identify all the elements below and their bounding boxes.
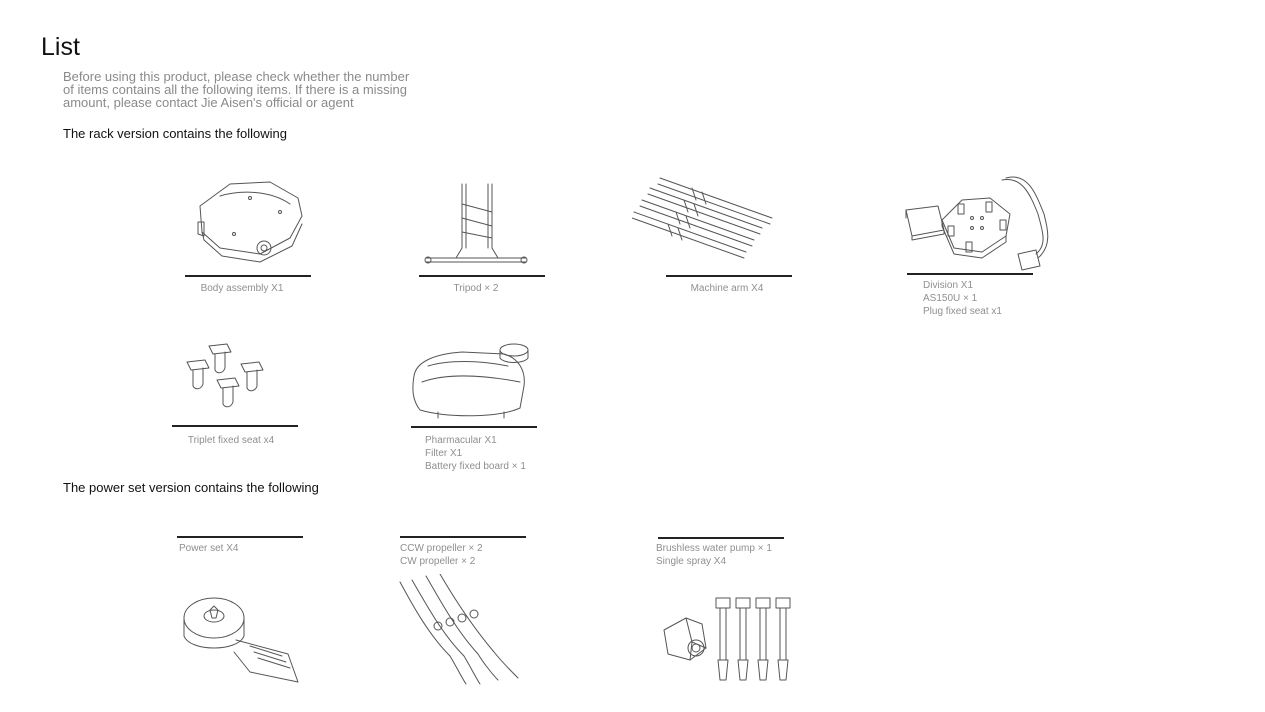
item-caption-tripod: Tripod × 2 bbox=[453, 283, 499, 294]
tripod-drawing bbox=[420, 178, 532, 268]
item-divider bbox=[177, 536, 303, 538]
intro-line: amount, please contact Jie Aisen's official or agent bbox=[63, 95, 354, 110]
power-section-heading: The power set version contains the following bbox=[63, 480, 319, 495]
item-caption-machine-arm: Machine arm X4 bbox=[690, 283, 764, 294]
item-divider bbox=[185, 275, 311, 277]
rack-section-heading: The rack version contains the following bbox=[63, 126, 288, 141]
item-divider bbox=[658, 537, 784, 539]
item-divider bbox=[666, 275, 792, 277]
propeller-drawing bbox=[398, 574, 532, 686]
item-divider bbox=[907, 273, 1033, 275]
item-divider bbox=[419, 275, 545, 277]
division-plug-seat-drawing bbox=[902, 174, 1052, 274]
pharmacular-tank-drawing bbox=[408, 336, 538, 422]
pump-and-spray-drawing bbox=[656, 594, 804, 686]
item-caption-power-set: Power set X4 bbox=[179, 543, 239, 554]
machine-arm-drawing bbox=[632, 174, 777, 266]
item-divider bbox=[411, 426, 537, 428]
power-set-motor-drawing bbox=[180, 596, 302, 690]
item-caption-triplet-fixed-seat: Triplet fixed seat x4 bbox=[187, 435, 275, 446]
item-divider bbox=[172, 425, 298, 427]
intro-paragraph bbox=[63, 70, 463, 109]
item-caption-propellers: CCW propeller × 2 CW propeller × 2 bbox=[400, 543, 483, 567]
intro-line: Before using this product, please check whether the number bbox=[63, 69, 410, 84]
body-assembly-drawing bbox=[190, 176, 310, 266]
item-caption-pump-spray: Brushless water pump × 1 Single spray X4 bbox=[656, 543, 772, 567]
intro-line: of items contains all the following items. If there is a missing bbox=[63, 82, 407, 97]
page-title: List bbox=[41, 33, 80, 61]
item-divider bbox=[400, 536, 526, 538]
item-caption-division: Division X1 AS150U × 1 Plug fixed seat x1 bbox=[923, 280, 1002, 317]
item-caption-body-assembly: Body assembly X1 bbox=[200, 283, 284, 294]
triplet-fixed-seat-drawing bbox=[183, 340, 275, 416]
item-caption-pharmacular: Pharmacular X1 Filter X1 Battery fixed board × 1 bbox=[425, 435, 526, 472]
